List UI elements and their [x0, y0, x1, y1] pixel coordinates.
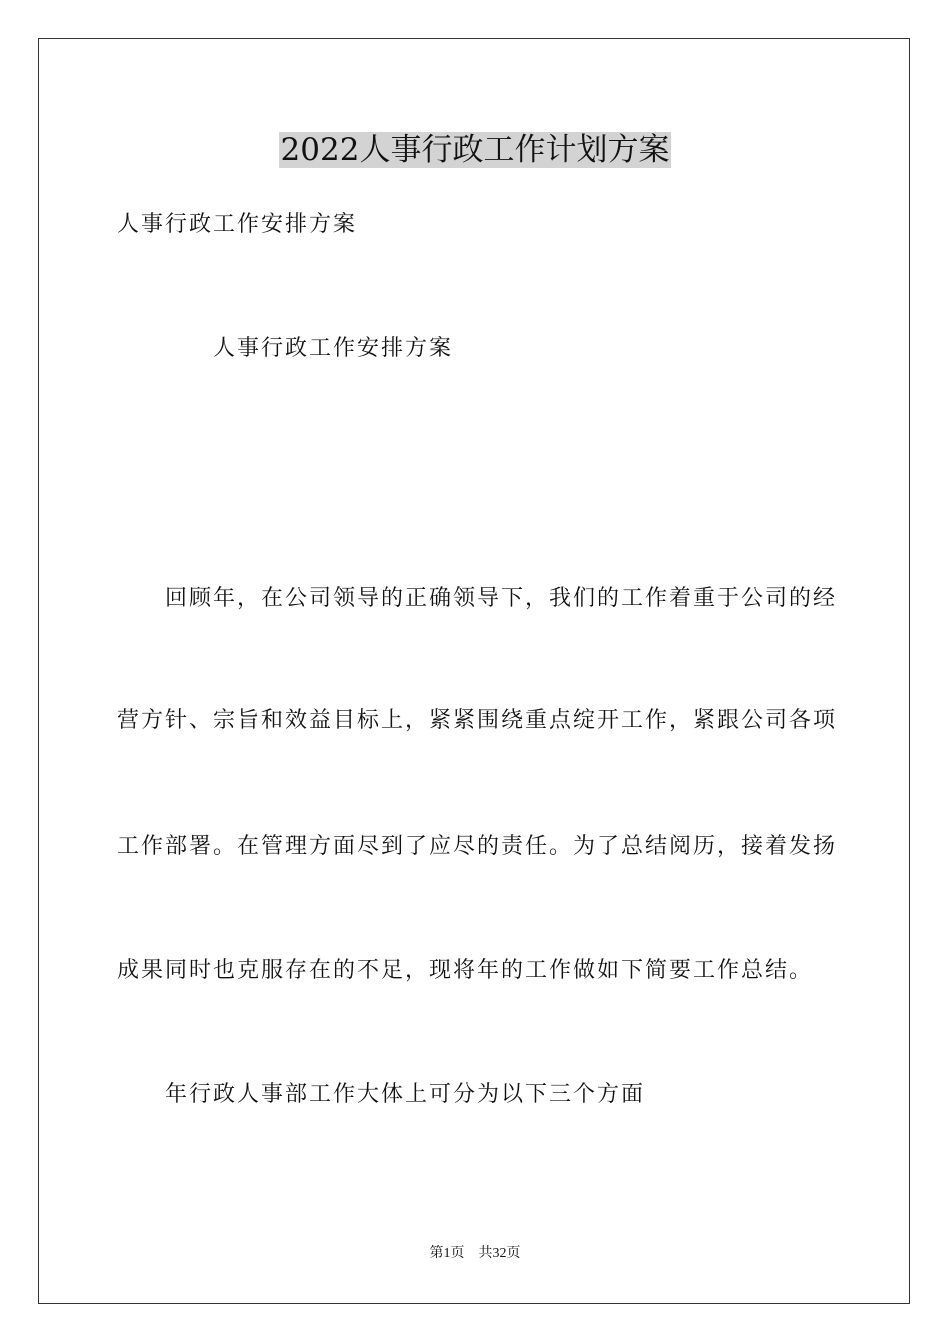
document-title-text: 2022人事行政工作计划方案 — [280, 132, 670, 168]
paragraph-line-2: 营方针、宗旨和效益目标上，紧紧围绕重点绽开工作，紧跟公司各项 — [117, 708, 838, 733]
section-heading: 人事行政工作安排方案 — [213, 336, 454, 361]
paragraph-line-1: 回顾年，在公司领导的正确领导下，我们的工作着重于公司的经 — [165, 586, 838, 611]
section-line: 年行政人事部工作大体上可分为以下三个方面 — [165, 1082, 646, 1107]
paragraph-line-4: 成果同时也克服存在的不足，现将年的工作做如下简要工作总结。 — [117, 958, 814, 983]
document-subtitle: 人事行政工作安排方案 — [117, 212, 358, 237]
page-number-footer: 第1页 共32页 — [429, 1246, 521, 1261]
paragraph-line-3: 工作部署。在管理方面尽到了应尽的责任。为了总结阅历，接着发扬 — [117, 834, 838, 859]
document-title — [0, 128, 950, 172]
